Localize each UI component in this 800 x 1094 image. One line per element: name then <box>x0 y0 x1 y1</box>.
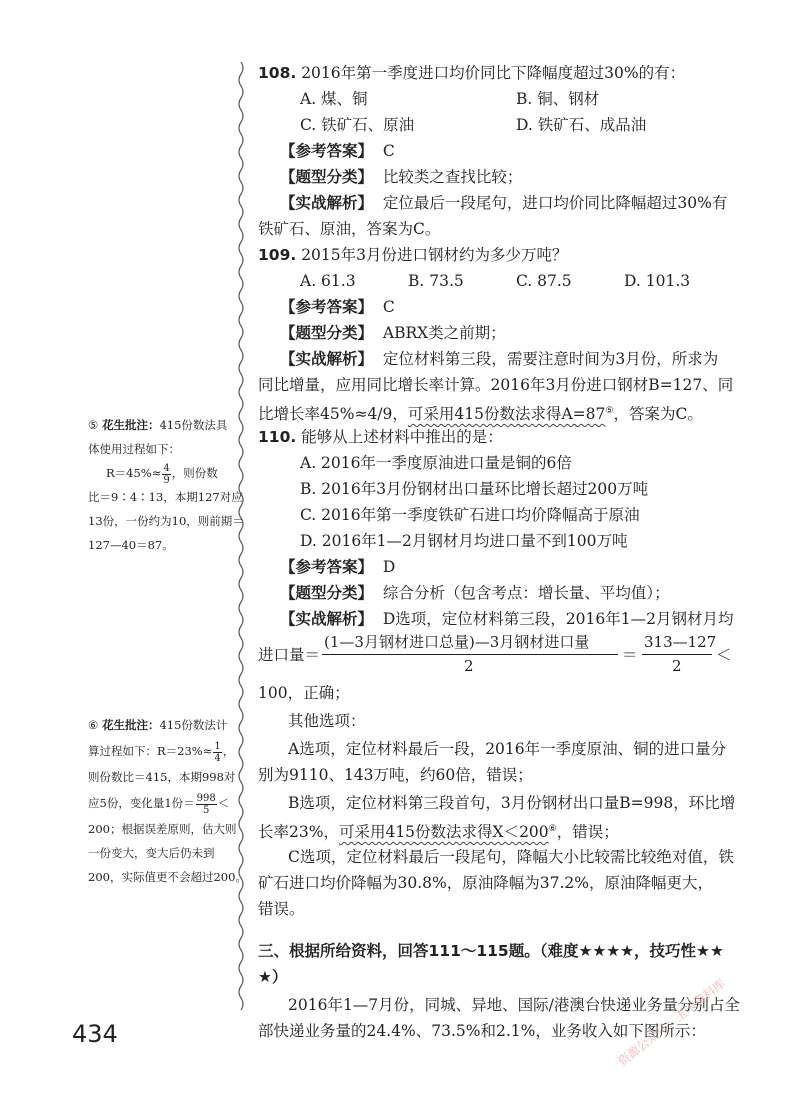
answer-tag: 【参考答案】 <box>280 558 374 576</box>
wavy-underlined-text: 可采用415份数法求得X＜200 <box>338 823 549 842</box>
q110-option-a: A. 2016年一季度原油进口量是铜的6倍 <box>300 454 572 472</box>
formula-numerator-2: 313—127 <box>644 633 717 651</box>
q110-a-analysis-1: A选项，定位材料最后一段，2016年一季度原油、铜的进口量分 <box>288 740 727 758</box>
analysis-text: D选项，定位材料第三段，2016年1—2月钢材月均 <box>382 610 734 628</box>
q109-option-a: A. 61.3 <box>300 272 356 290</box>
fraction-denominator: 4 <box>214 752 221 764</box>
formula-less-than: ＜ <box>716 646 732 664</box>
analysis-tag: 【实战解析】 <box>280 610 374 628</box>
note-text: 应5份，变化量1份＝ <box>88 796 195 810</box>
q108-option-a: A. 煤、铜 <box>300 90 368 108</box>
q110-formula-tail: 100，正确； <box>258 684 350 702</box>
q110-option-c: C. 2016年第一季度铁矿石进口均价降幅高于原油 <box>300 506 640 524</box>
formula-prefix: 进口量＝ <box>258 646 321 664</box>
mini-fraction <box>213 741 221 764</box>
q108-analysis-line-1 <box>280 192 727 214</box>
section-3-title: 三、根据所给资料，回答111～115题。（难度★★★★，技巧性★★ <box>258 942 724 960</box>
page-number: 434 <box>72 1020 118 1048</box>
note-line: 比＝9∶4∶13，本期127对应 <box>88 490 243 504</box>
note-text: 415份数法计 <box>159 718 228 732</box>
answer-value: C <box>382 298 395 316</box>
q110-option-b: B. 2016年3月份钢材出口量环比增长超过200万吨 <box>300 480 649 498</box>
type-tag: 【题型分类】 <box>280 324 374 342</box>
analysis-tag: 【实战解析】 <box>280 194 374 212</box>
formula-equals: ＝ <box>622 646 638 664</box>
q109-analysis-line-2: 同比增量，应用同比增长率计算。2016年3月份进口钢材B=127、同 <box>258 376 734 394</box>
type-tag: 【题型分类】 <box>280 168 374 186</box>
analysis-text: 比增长率45%≈4/9， <box>258 405 408 424</box>
analysis-text: 长率23%， <box>258 823 339 842</box>
formula-numerator-1: (1—3月钢材进口总量)—3月钢材进口量 <box>324 633 590 651</box>
question-number: 109. <box>258 246 297 264</box>
question-text: 能够从上述材料中推出的是： <box>301 428 503 446</box>
note-line <box>88 792 229 816</box>
analysis-text: 定位材料第三段，需要注意时间为3月份，所求为 <box>382 350 719 368</box>
footnote-marker: ⑤ <box>605 406 614 416</box>
answer-tag: 【参考答案】 <box>280 298 374 316</box>
formula-denominator-1: 2 <box>464 657 474 675</box>
q110-type <box>280 582 670 604</box>
fraction-bar <box>642 654 712 655</box>
q109-analysis-line-3 <box>258 400 703 425</box>
note-tag: 花生批注： <box>101 718 160 732</box>
q110-option-d: D. 2016年1—2月钢材月均进口量不到100万吨 <box>300 532 628 550</box>
fraction-numerator: 1 <box>214 740 221 752</box>
q110-c-analysis-2: 矿石进口均价降幅为30.8%，原油降幅为37.2%，原油降幅更大， <box>258 874 713 892</box>
analysis-text: 定位最后一段尾句，进口均价同比降幅超过30%有 <box>382 194 728 212</box>
q110-c-analysis-3: 错误。 <box>258 900 305 918</box>
note-text: ＜ <box>217 796 230 810</box>
question-text: 2015年3月份进口钢材约为多少万吨？ <box>301 246 568 264</box>
section-3-paragraph-2: 部快递业务量的24.4%、73.5%和2.1%，业务收入如下图所示： <box>258 1022 706 1040</box>
q110-stem <box>258 426 503 448</box>
other-options-label: 其他选项： <box>288 712 366 730</box>
type-value: 比较类之查找比较； <box>382 168 523 186</box>
note-line <box>88 414 227 437</box>
q109-analysis-line-1 <box>280 348 718 370</box>
note-line: 体使用过程如下： <box>88 442 180 456</box>
note-line: 一份变大，变大后仍未到 <box>88 846 215 860</box>
q108-option-c: C. 铁矿石、原油 <box>300 116 415 134</box>
note-line: 200，实际值更不会超过200。 <box>88 870 247 884</box>
mini-fraction <box>162 463 170 486</box>
q109-option-d: D. 101.3 <box>624 272 691 290</box>
note-text: ， <box>222 744 235 758</box>
q108-type <box>280 166 522 188</box>
q108-option-b: B. 铜、钢材 <box>516 90 600 108</box>
section-3-paragraph-1: 2016年1—7月份，同城、异地、国际/港澳台快递业务量分别占全 <box>288 996 740 1014</box>
fraction-numerator: 4 <box>163 462 170 474</box>
fraction-denominator: 5 <box>203 804 210 816</box>
type-value: ABRX类之前期； <box>382 324 506 342</box>
q109-type <box>280 322 506 344</box>
mini-fraction <box>196 793 217 816</box>
question-text: 2016年第一季度进口均价同比下降幅度超过30%的有： <box>301 64 686 82</box>
formula-denominator-2: 2 <box>672 657 682 675</box>
note-line <box>106 462 218 486</box>
q109-option-c: C. 87.5 <box>516 272 572 290</box>
section-3-title-cont: ★） <box>258 968 288 986</box>
wavy-underlined-text: 可采用415份数法求得A=87 <box>407 405 606 424</box>
answer-value: D <box>382 558 396 576</box>
fraction-numerator: 998 <box>196 792 216 804</box>
q109-option-b: B. 73.5 <box>408 272 464 290</box>
q108-stem <box>258 62 685 84</box>
q110-b-analysis-1: B选项，定位材料第三段首句，3月份钢材出口量B=998，环比增 <box>288 794 736 812</box>
q109-answer <box>280 296 395 318</box>
q110-c-analysis-1: C选项，定位材料最后一段尾句，降幅大小比较需比较绝对值，铁 <box>288 848 734 866</box>
note-line: 则份数比＝415，本期998对 <box>88 770 236 784</box>
note-text: 415份数法具 <box>159 418 228 432</box>
type-value: 综合分析（包含考点：增长量、平均值）； <box>382 584 670 602</box>
margin-note-6 <box>88 714 247 884</box>
question-number: 108. <box>258 64 297 82</box>
type-tag: 【题型分类】 <box>280 584 374 602</box>
note-text: R＝45%≈ <box>106 466 162 480</box>
note-line <box>88 714 227 737</box>
q109-stem <box>258 244 568 266</box>
note-marker: ⑤ <box>88 418 99 432</box>
fraction-denominator: 9 <box>163 474 170 486</box>
q108-analysis-line-2: 铁矿石、原油，答案为C。 <box>258 220 441 238</box>
footnote-marker: ⑥ <box>548 824 557 834</box>
note-tag: 花生批注： <box>101 418 160 432</box>
fraction-bar <box>322 654 618 655</box>
note-line: 200；根据误差原则，估大则 <box>88 822 237 836</box>
q110-analysis-line-1 <box>280 608 733 630</box>
note-marker: ⑥ <box>88 718 99 732</box>
answer-value: C <box>382 142 395 160</box>
q108-answer <box>280 140 395 162</box>
q110-answer <box>280 556 395 578</box>
note-line <box>88 740 234 764</box>
note-text: 算过程如下：R＝23%≈ <box>88 744 213 758</box>
analysis-text: ，答案为C。 <box>613 405 703 424</box>
note-text: ，则份数 <box>171 466 218 480</box>
q110-a-analysis-2: 别为9110、143万吨，约60倍，错误； <box>258 766 533 784</box>
q108-option-d: D. 铁矿石、成品油 <box>516 116 647 134</box>
margin-note-5 <box>88 414 244 552</box>
note-line: 127—40＝87。 <box>88 538 174 552</box>
note-line: 13份，一份约为10，则前期＝ <box>88 514 244 528</box>
analysis-tag: 【实战解析】 <box>280 350 374 368</box>
watermark: 资源公众号：玉米资料库 <box>615 976 728 1069</box>
question-number: 110. <box>258 428 297 446</box>
answer-tag: 【参考答案】 <box>280 142 374 160</box>
analysis-text: ，错误； <box>556 823 619 842</box>
q110-b-analysis-2 <box>258 818 619 843</box>
